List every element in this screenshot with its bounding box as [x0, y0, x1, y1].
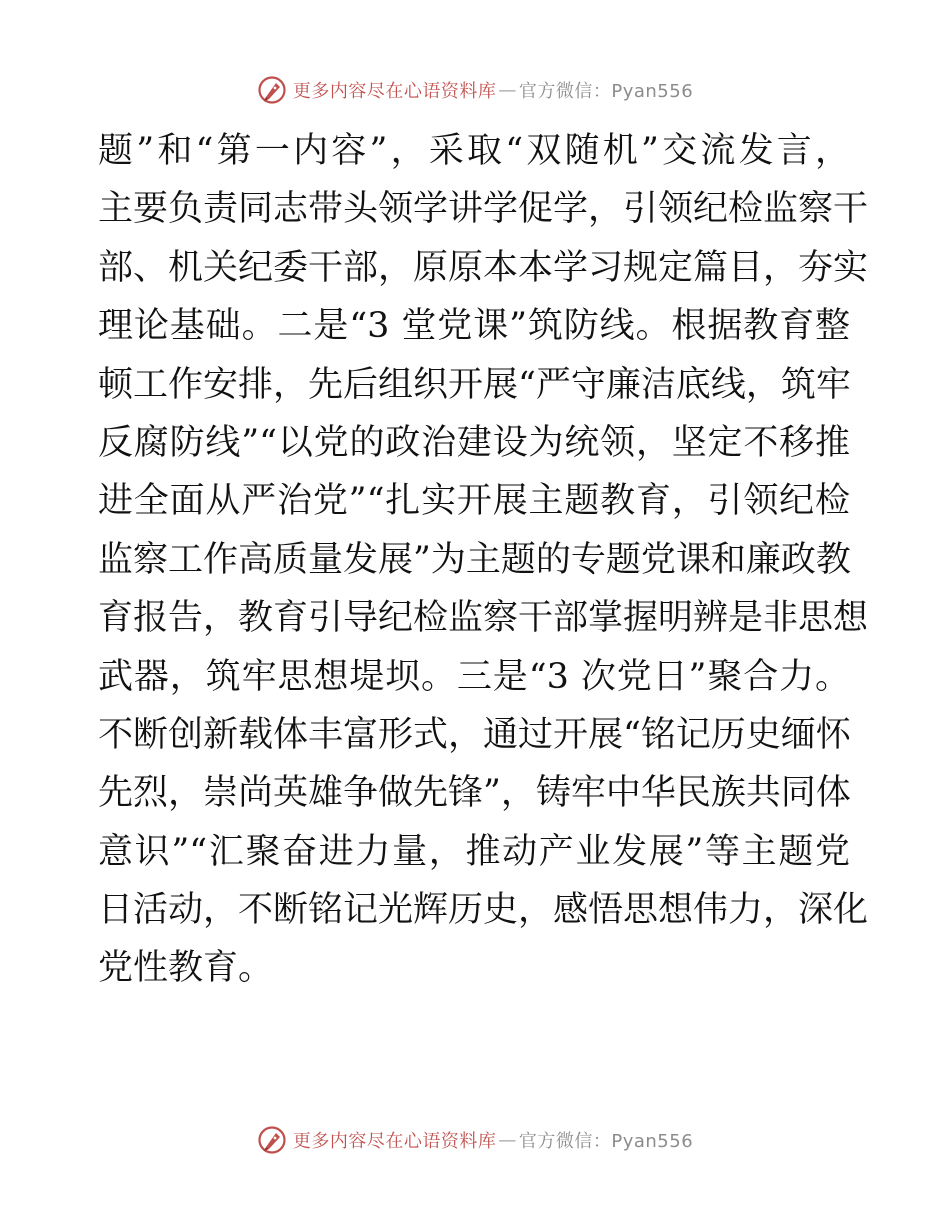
watermark-text: 更多内容尽在心语资料库: [292, 1131, 497, 1152]
body-line: 主要负责同志带头领学讲学促学，引领纪检监察干: [98, 189, 869, 230]
body-line: 先烈，崇尚英雄争做先锋”，铸牢中华民族共同体: [98, 773, 851, 814]
watermark-text: 更多内容尽在心语资料库: [292, 81, 497, 102]
pen-nib-logo-icon: [257, 1125, 287, 1155]
body-line: 党性教育。: [98, 948, 274, 989]
body-line: 不断创新载体丰富形式，通过开展“铭记历史缅怀: [98, 714, 851, 755]
pen-nib-logo-icon: [257, 75, 287, 105]
body-line: 监察工作高质量发展”为主题的专题党课和廉政教: [98, 539, 851, 580]
watermark-wechat: 官方微信：Pyan556: [518, 1131, 694, 1152]
body-line: 进全面从严治党”“扎实开展主题教育，引领纪检: [98, 481, 850, 522]
body-line: 日活动，不断铭记光辉历史，感悟思想伟力，深化: [98, 890, 869, 931]
watermark-wechat: 官方微信：Pyan556: [518, 81, 694, 102]
body-line: 题”和“第一内容”，采取“双随机”交流发言，: [98, 131, 850, 171]
body-line: 意识”“汇聚奋进力量，推动产业发展”等主题党: [98, 831, 850, 872]
body-line: 顿工作安排，先后组织开展“严守廉洁底线，筑牢: [98, 364, 851, 405]
body-line: 理论基础。二是“3 堂党课”筑防线。根据教育整: [98, 306, 850, 347]
header-watermark: [0, 70, 950, 110]
body-line: 育报告，教育引导纪检监察干部掌握明辨是非思想: [98, 598, 869, 639]
body-line: 反腐防线”“以党的政治建设为统领，坚定不移推: [98, 422, 850, 463]
body-line: 武器，筑牢思想堤坝。三是“3 次党日”聚合力。: [98, 656, 850, 697]
watermark-separator: —: [498, 1129, 517, 1151]
body-line: 部、机关纪委干部，原原本本学习规定篇目，夯实: [98, 247, 869, 288]
watermark-separator: —: [498, 79, 517, 101]
footer-watermark: [0, 1120, 950, 1160]
document-body: [98, 122, 869, 998]
